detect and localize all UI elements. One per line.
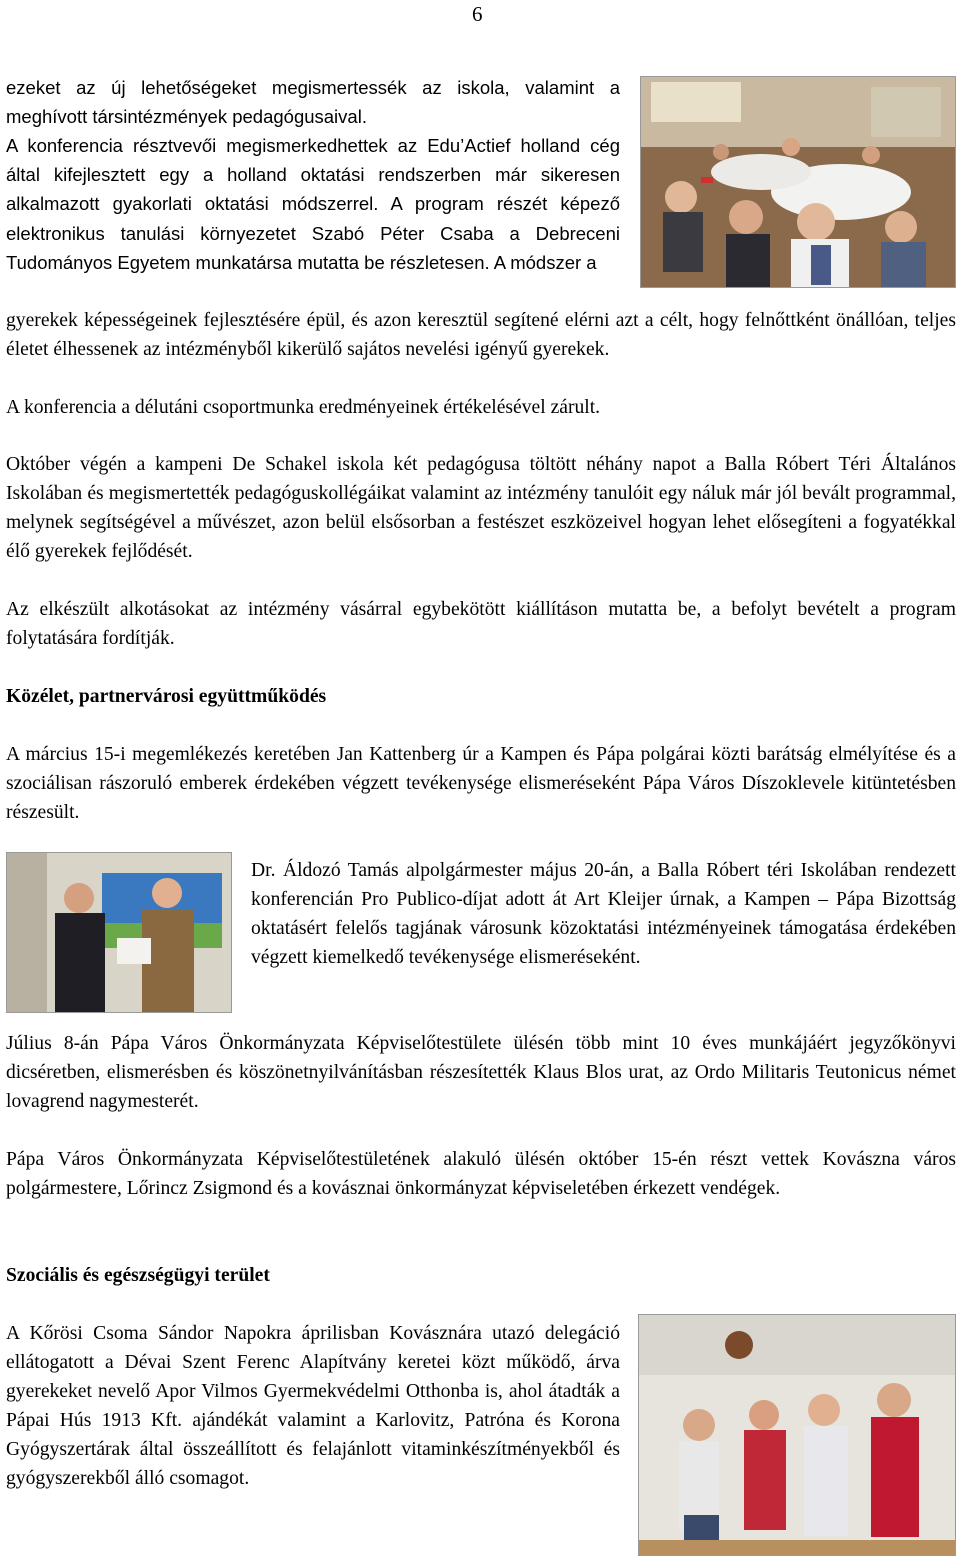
children-photo bbox=[638, 1314, 956, 1556]
conference-paragraph-top: A konferencia résztvevői megismerkedhettek az Edu’Actief holland cég által kifejlesztett egy a holland oktatási rendszerben már sikeresen alkalmazott gyakorlati oktatási módszerrel. A program részét képező elektronikus tanulási környezetet Szabó Péter Csaba a Debreceni Tudományos Egyetem munkatársa mutatta be részletesen. A módszer a bbox=[6, 135, 620, 273]
conference-closing: A konferencia a délutáni csoportmunka eredményeinek értékelésével zárult. bbox=[6, 397, 601, 418]
conference-paragraph-bottom: gyerekek képességeinek fejlesztésére épül, és azon keresztül segítené elérni azt a célt, hogy felnőttként önállóan, teljes életet élhessenek az intézményből kikerülő sajátos nevelési igényű gyerekek. bbox=[6, 310, 956, 360]
section-heading-public-life: Közélet, partnervárosi együttműködés bbox=[6, 686, 327, 707]
intro-paragraph: ezeket az új lehetőségeket megismertessék az iskola, valamint a meghívott társintézmények pedagógusaival. bbox=[6, 77, 620, 127]
delegation-paragraph: A Kőrösi Csoma Sándor Napokra áprilisban Kovásznára utazó delegáció ellátogatott a Dévai Szent Ferenc Alapítvány keretei közt működő, árva gyerekeket nevelő Apor Vilmos Gyermekvédelmi Otthonba is, ahol átadták a Pápai Hús 1913 Kft. ajándékát valamint a Karlovitz, Patróna és Korona Gyógyszertárak által összeállított és felajánlott vitaminkészítményekből és gyógyszerekből álló csomagot. bbox=[6, 1323, 620, 1489]
conference-photo bbox=[640, 76, 956, 288]
exhibition-paragraph: Az elkészült alkotásokat az intézmény vásárral egybekötött kiállításon mutatta be, a befolyt bevételt a program folytatására fordítják. bbox=[6, 599, 956, 649]
kattenberg-paragraph: A március 15-i megemlékezés keretében Jan Kattenberg úr a Kampen és Pápa polgárai közti barátság elmélyítése és a szociálisan rászoruló emberek érdekében végzett tevékenysége elismeréseként Pápa Város Díszoklevele kitüntetésben részesült. bbox=[6, 744, 956, 823]
kleijer-paragraph: Dr. Áldozó Tamás alpolgármester május 20-án, a Balla Róbert téri Iskolában rendezett konferencián Pro Publico-díjat adott át Art Kleijer úrnak, a Kampen – Pápa Bizottság oktatásért felelős tagjának városunk közoktatási intézményeinek támogatása érdekében végzett kiemelkedő tevékenysége elismeréseként. bbox=[251, 860, 956, 968]
section-heading-social-health: Szociális és egészségügyi terület bbox=[6, 1265, 270, 1286]
blos-paragraph: Július 8-án Pápa Város Önkormányzata Képviselőtestülete ülésén több mint 10 éves munkájáért jegyzőkönyvi dicséretben, elismerésben és köszönetnyilvánításban részesítették Klaus Blos urat, az Ordo Militaris Teutonicus német lovagrend nagymesterét. bbox=[6, 1033, 956, 1112]
award-photo bbox=[6, 852, 232, 1013]
schakel-paragraph: Október végén a kampeni De Schakel iskola két pedagógusa töltött néhány napot a Balla Róbert Téri Általános Iskolában és megismertették pedagóguskollégáikat valamint az intézmény tanulóit egy náluk már jól bevált programmal, melynek segítségével a művészet, azon belül elsősorban a festészet eszközeivel hogyan lehet elősegíteni a fogyatékkal élő gyerekek fejlődését. bbox=[6, 454, 956, 562]
page-number: 6 bbox=[472, 2, 483, 26]
kovaszna-paragraph: Pápa Város Önkormányzata Képviselőtestületének alakuló ülésén október 15-én részt vettek Kovászna város polgármestere, Lőrincz Zsigmond és a kovásznai önkormányzat képviseletében érkezett vendégek. bbox=[6, 1149, 956, 1199]
